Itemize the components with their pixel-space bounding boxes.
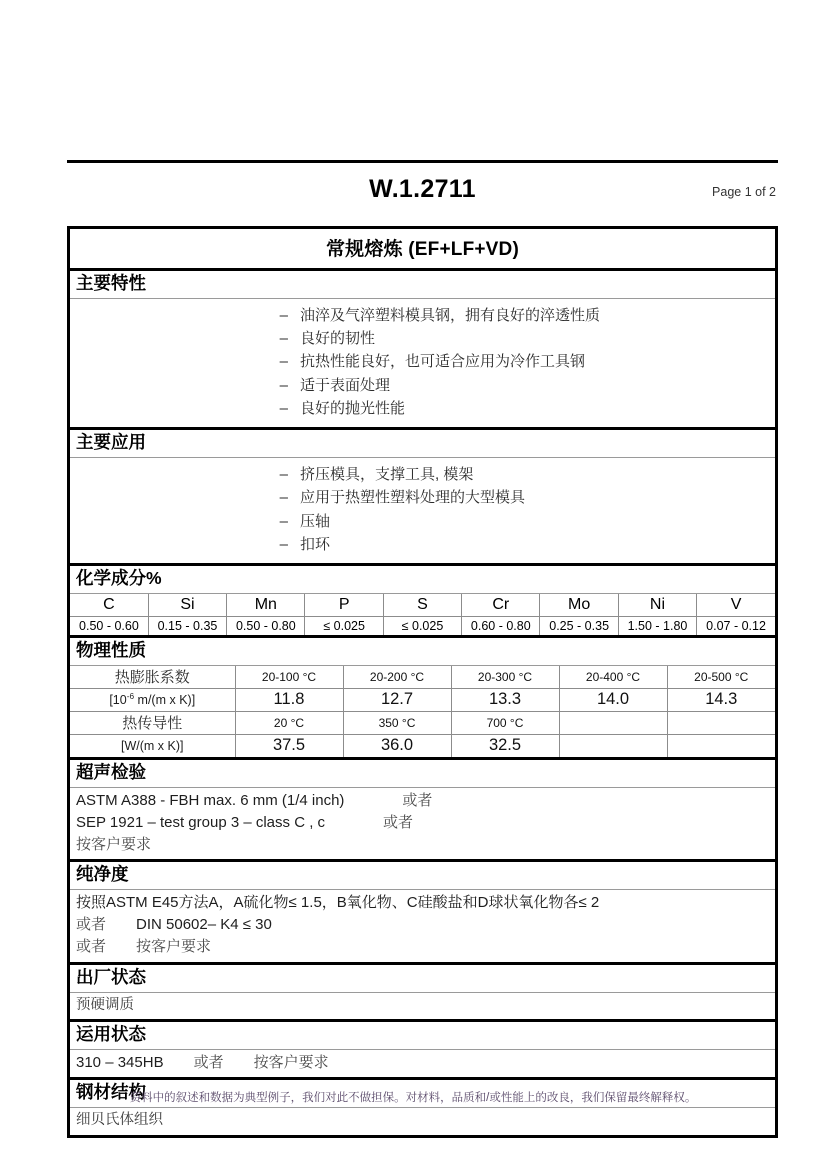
list-item-label: 抗热性能良好，也可适合应用为冷作工具钢 — [300, 353, 586, 371]
column-header-mo: Mo — [540, 594, 618, 617]
list-item — [70, 350, 775, 373]
cell-temp: 350 °C — [343, 711, 451, 734]
row-unit-thermal-conductivity: [W/(m x K)] — [70, 734, 235, 757]
list-item — [70, 304, 775, 327]
cell-mn: 0.50 - 0.80 — [227, 616, 305, 635]
table-row-thermal-conductivity-values — [70, 734, 775, 757]
cell-temp: 20 °C — [235, 711, 343, 734]
table-row-header — [70, 594, 775, 617]
dash-bullet-icon: – — [279, 512, 288, 530]
section-physical-properties — [70, 638, 775, 760]
steel-structure-value: 细贝氏体组织 — [76, 1112, 163, 1129]
ultrasonic-test-content — [70, 788, 775, 860]
list-item-label: 挤压模具，支撑工具, 模架 — [300, 466, 474, 483]
or-label: 或者 — [76, 916, 107, 934]
list-item — [70, 533, 775, 556]
cell-value-empty — [667, 734, 775, 757]
dash-bullet-icon: – — [279, 489, 288, 507]
list-item-label: 良好的抛光性能 — [300, 399, 406, 417]
section-chemical-composition — [70, 566, 775, 638]
column-header-cr: Cr — [462, 594, 540, 617]
section-heading-purity: 纯净度 — [70, 862, 775, 890]
physical-properties-table — [70, 666, 775, 757]
list-item — [70, 510, 775, 533]
cell-value: 36.0 — [343, 734, 451, 757]
purity-line-3 — [76, 936, 775, 958]
cell-temp-empty — [667, 711, 775, 734]
application-condition-content — [70, 1050, 775, 1077]
section-heading-main-characteristics: 主要特性 — [70, 271, 775, 299]
section-main-characteristics — [70, 271, 775, 430]
section-main-applications — [70, 430, 775, 566]
ultrasonic-line-2 — [76, 812, 775, 834]
melting-process-banner: 常规熔炼 (EF+LF+VD) — [325, 239, 519, 260]
list-item — [70, 463, 775, 486]
unit-suffix: m/(m x K)] — [134, 693, 196, 708]
ultrasonic-standard-astm: ASTM A388 - FBH max. 6 mm (1/4 inch) — [76, 791, 345, 809]
section-heading-physical-properties: 物理性质 — [70, 638, 775, 666]
cell-temp: 20-200 °C — [343, 666, 451, 689]
application-condition-value — [76, 1052, 775, 1074]
ultrasonic-standard-sep: SEP 1921 – test group 3 – class C , c — [76, 813, 326, 831]
purity-line-1: 按照ASTM E45方法A，A硫化物≤ 1.5，B氧化物、C硅酸盐和D球状氧化物各≤ 2 — [76, 894, 600, 912]
cell-temp: 20-400 °C — [559, 666, 667, 689]
cell-value-empty — [559, 734, 667, 757]
cell-value: 11.8 — [235, 688, 343, 711]
customer-requirement-label: 按客户要求 — [76, 836, 152, 853]
dash-bullet-icon: – — [279, 466, 288, 483]
page-title: W.1.2711 — [369, 175, 476, 203]
table-row-thermal-expansion-temps — [70, 666, 775, 689]
cell-temp: 20-300 °C — [451, 666, 559, 689]
section-heading-delivery-condition: 出厂状态 — [70, 965, 775, 993]
main-applications-list — [70, 458, 775, 563]
ultrasonic-line-3 — [76, 834, 775, 856]
table-row-thermal-conductivity-temps — [70, 711, 775, 734]
cell-value: 13.3 — [451, 688, 559, 711]
cell-c: 0.50 - 0.60 — [70, 616, 148, 635]
list-item-label: 扣环 — [300, 535, 331, 553]
section-application-condition — [70, 1022, 775, 1080]
cell-value: 14.3 — [667, 688, 775, 711]
or-label: 或者 — [193, 1054, 224, 1072]
cell-cr: 0.60 - 0.80 — [462, 616, 540, 635]
cell-value: 37.5 — [235, 734, 343, 757]
table-row-thermal-expansion-values — [70, 688, 775, 711]
or-label: 或者 — [402, 791, 433, 809]
row-label-thermal-expansion: 热膨胀系数 — [70, 666, 235, 689]
purity-standard-din: DIN 50602– K4 ≤ 30 — [136, 916, 272, 934]
row-label-thermal-conductivity: 热传导性 — [70, 711, 235, 734]
list-item — [70, 374, 775, 397]
banner-row — [70, 229, 775, 271]
column-header-p: P — [305, 594, 383, 617]
row-unit-thermal-expansion — [70, 688, 235, 711]
list-item-label: 压轴 — [300, 512, 331, 530]
unit-exponent: -6 — [126, 692, 135, 702]
cell-value: 14.0 — [559, 688, 667, 711]
cell-temp-empty — [559, 711, 667, 734]
datasheet-table — [67, 226, 778, 1138]
section-heading-chemical-composition: 化学成分% — [70, 566, 775, 594]
customer-requirement-label: 按客户要求 — [253, 1054, 329, 1072]
column-header-c: C — [70, 594, 148, 617]
section-heading-steel-structure: 钢材结构 — [70, 1080, 775, 1108]
dash-bullet-icon: – — [279, 535, 288, 553]
column-header-si: Si — [148, 594, 226, 617]
list-item — [70, 486, 775, 509]
cell-value: 32.5 — [451, 734, 559, 757]
dash-bullet-icon: – — [279, 330, 288, 348]
or-label: 或者 — [76, 938, 107, 956]
cell-value: 12.7 — [343, 688, 451, 711]
section-ultrasonic-test — [70, 760, 775, 862]
cell-v: 0.07 - 0.12 — [697, 616, 775, 635]
cell-mo: 0.25 - 0.35 — [540, 616, 618, 635]
cell-temp: 20-100 °C — [235, 666, 343, 689]
section-delivery-condition — [70, 965, 775, 1023]
page-header — [67, 160, 778, 211]
column-header-mn: Mn — [227, 594, 305, 617]
cell-temp: 700 °C — [451, 711, 559, 734]
column-header-ni: Ni — [618, 594, 696, 617]
customer-requirement-label: 按客户要求 — [136, 938, 212, 956]
dash-bullet-icon: – — [279, 399, 288, 417]
disclaimer-text: 资料中的叙述和数据为典型例子，我们对此不做担保。对材料，品质和/或性能上的改良，我们保留最终解释权。 — [129, 1092, 697, 1104]
dash-bullet-icon: – — [279, 376, 288, 394]
page-footer — [0, 1089, 826, 1105]
list-item-label: 油淬及气淬塑料模具钢，拥有良好的淬透性质 — [300, 306, 601, 324]
section-heading-application-condition: 运用状态 — [70, 1022, 775, 1050]
cell-p: ≤ 0.025 — [305, 616, 383, 635]
list-item — [70, 397, 775, 420]
cell-temp: 20-500 °C — [667, 666, 775, 689]
dash-bullet-icon: – — [279, 353, 288, 371]
section-heading-main-applications: 主要应用 — [70, 430, 775, 458]
main-characteristics-list — [70, 299, 775, 427]
purity-line-2 — [76, 914, 775, 936]
list-item — [70, 327, 775, 350]
list-item-label: 良好的韧性 — [300, 330, 376, 348]
cell-s: ≤ 0.025 — [383, 616, 461, 635]
chemical-composition-table — [70, 594, 775, 635]
list-item-label: 适于表面处理 — [300, 376, 391, 394]
list-item-label: 应用于热塑性塑料处理的大型模具 — [300, 489, 526, 507]
page-number: Page 1 of 2 — [712, 185, 776, 199]
cell-ni: 1.50 - 1.80 — [618, 616, 696, 635]
ultrasonic-line-1 — [76, 790, 775, 812]
delivery-condition-value: 预硬调质 — [76, 996, 134, 1013]
hardness-value: 310 – 345HB — [76, 1054, 164, 1072]
column-header-v: V — [697, 594, 775, 617]
column-header-s: S — [383, 594, 461, 617]
table-row — [70, 616, 775, 635]
purity-content — [70, 890, 775, 962]
header-body — [67, 163, 778, 211]
cell-si: 0.15 - 0.35 — [148, 616, 226, 635]
or-label: 或者 — [383, 813, 414, 831]
unit-prefix: [10 — [109, 693, 127, 708]
section-heading-ultrasonic-test: 超声检验 — [70, 760, 775, 788]
section-purity — [70, 862, 775, 964]
dash-bullet-icon: – — [279, 306, 288, 324]
